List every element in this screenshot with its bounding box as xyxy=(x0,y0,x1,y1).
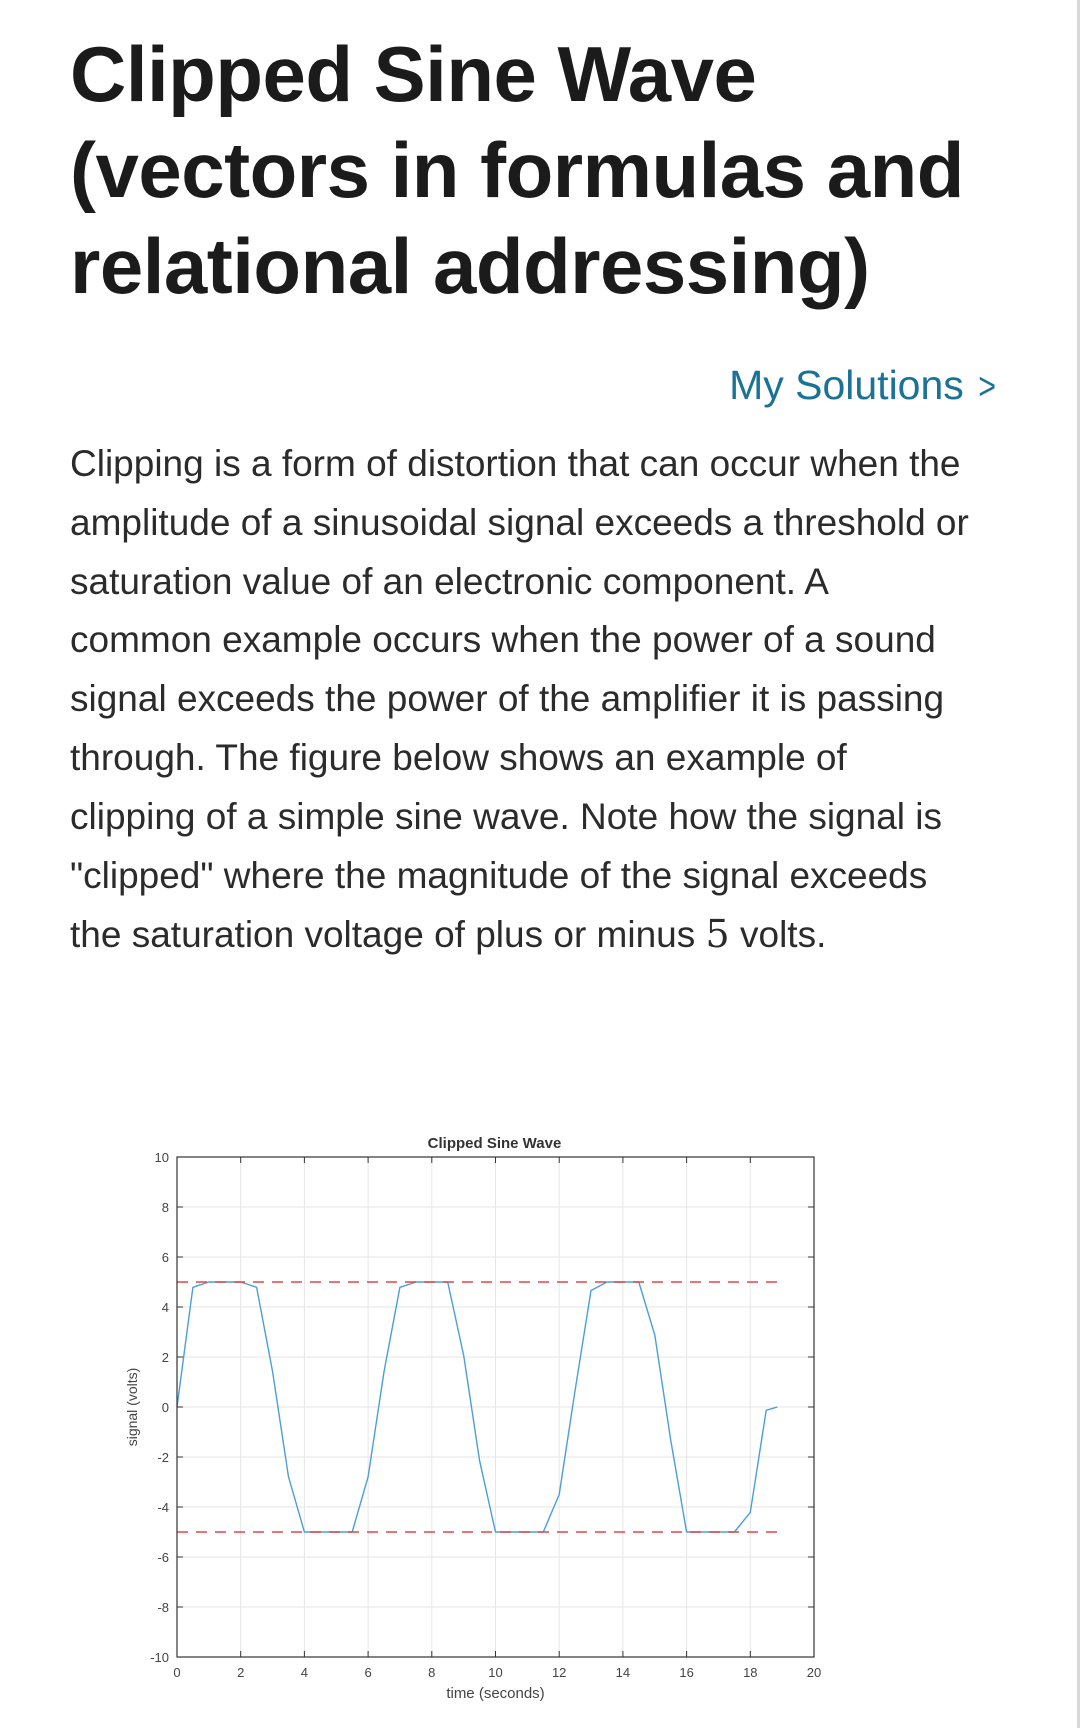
clipped-sine-figure xyxy=(0,1120,1080,1720)
x-axis-label: time (seconds) xyxy=(446,1685,545,1702)
x-tick-label: 20 xyxy=(806,1665,822,1680)
chevron-right-icon: > xyxy=(978,366,996,408)
x-tick-label: 8 xyxy=(428,1665,436,1680)
x-tick-label: 14 xyxy=(615,1665,631,1680)
x-tick-label: 16 xyxy=(679,1665,694,1680)
description-text: Clipping is a form of distortion that can occur when the amplitude of a sinusoidal signal exceeds a threshold or saturation value of an electronic component. A common example occurs when the power of a sound signal exceeds the power of the amplifier it is passing through. The figure below shows an example of clipping of a simple sine wave. Note how the signal is "clipped" where the magnitude of the signal exceeds the saturation voltage of plus or minus xyxy=(70,443,969,956)
x-tick-label: 0 xyxy=(173,1665,181,1680)
x-tick-label: 2 xyxy=(237,1665,245,1680)
my-solutions-label: My Solutions xyxy=(729,362,964,408)
y-tick-label: 4 xyxy=(161,1300,169,1315)
y-tick-label: -10 xyxy=(150,1650,169,1665)
y-tick-label: -6 xyxy=(157,1550,169,1565)
y-tick-label: 8 xyxy=(161,1200,169,1215)
y-tick-label: -2 xyxy=(157,1450,169,1465)
x-tick-label: 18 xyxy=(743,1665,758,1680)
problem-description xyxy=(70,435,970,965)
description-text-end: volts. xyxy=(729,914,827,956)
x-tick-label: 4 xyxy=(300,1665,309,1680)
x-tick-label: 6 xyxy=(364,1665,372,1680)
y-tick-label: 6 xyxy=(161,1250,169,1265)
y-tick-label: 0 xyxy=(161,1400,169,1415)
y-tick-label: -4 xyxy=(157,1500,169,1515)
y-tick-label: -8 xyxy=(157,1600,169,1615)
chart-title: Clipped Sine Wave xyxy=(427,1135,562,1152)
x-tick-label: 12 xyxy=(551,1665,567,1680)
y-axis-label: signal (volts) xyxy=(124,1367,140,1447)
x-tick-label: 10 xyxy=(488,1665,503,1680)
chart-svg xyxy=(0,1120,1080,1720)
saturation-value: 5 xyxy=(705,912,730,957)
y-tick-label: 2 xyxy=(161,1350,169,1365)
page-title: Clipped Sine Wave (vectors in formulas and relational addressing) xyxy=(70,30,964,310)
my-solutions-link[interactable] xyxy=(729,360,998,412)
y-tick-label: 10 xyxy=(154,1150,169,1165)
